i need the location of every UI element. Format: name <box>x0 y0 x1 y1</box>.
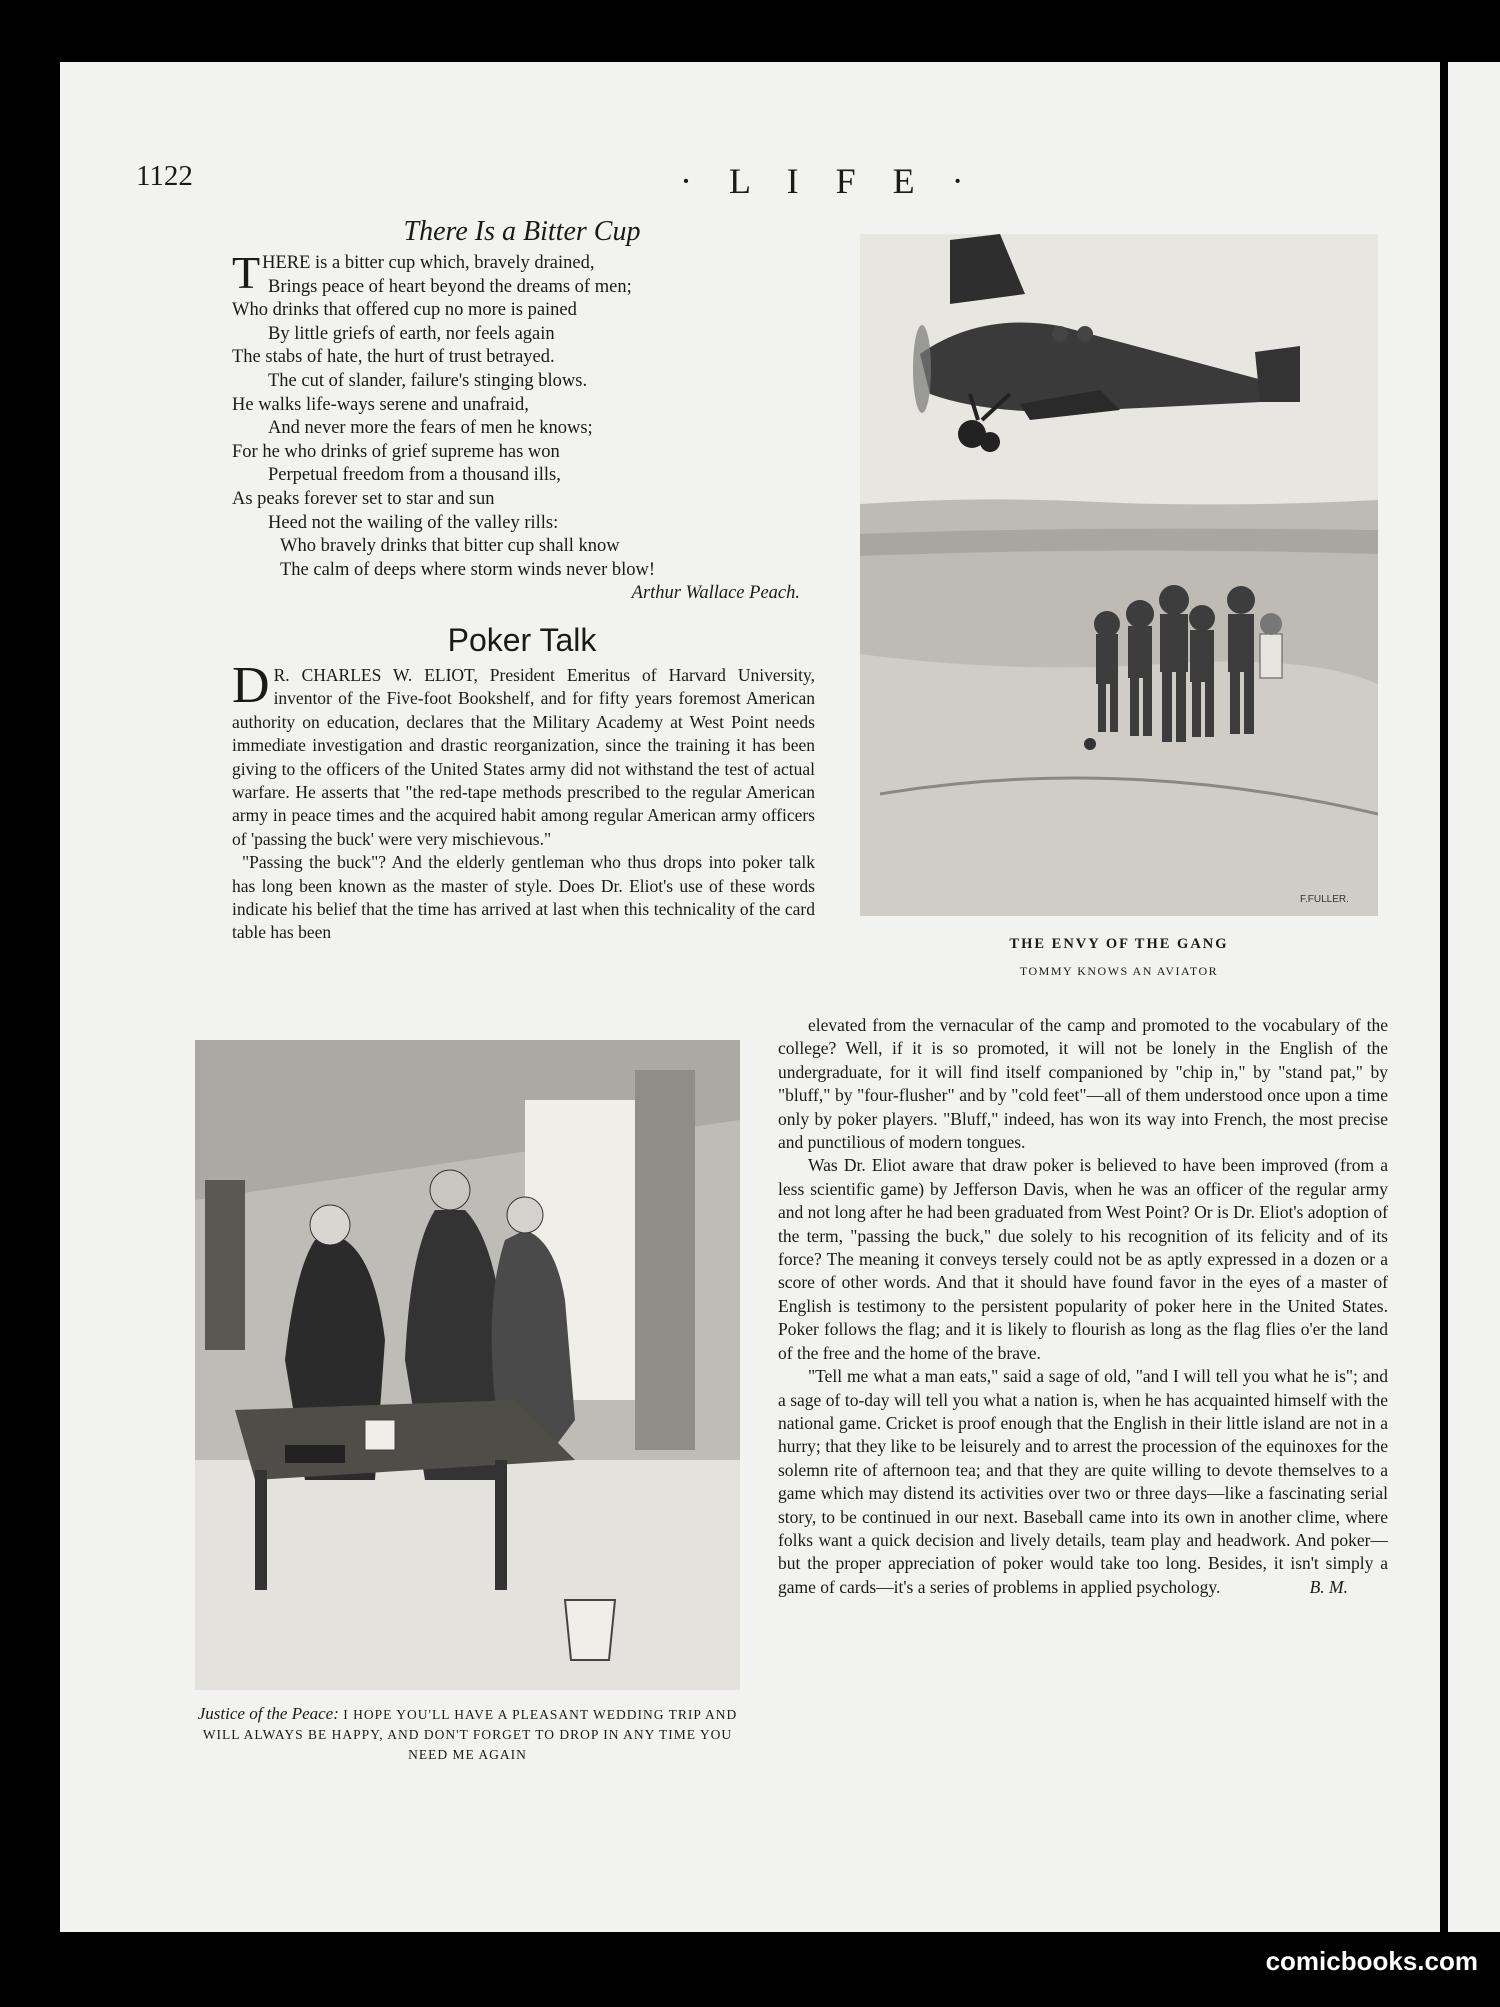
article-paragraph: "Passing the buck"? And the elderly gentleman who thus drops into poker talk has long been known as the master of style. Does Dr. Eliot's use of these words indicate his belief that the time has arrived at last when this technicality of the card table has been <box>232 852 815 943</box>
poem-line: The cut of slander, failure's stinging blows. <box>268 370 588 391</box>
page-number: 1122 <box>136 160 193 192</box>
poem-line: Who drinks that offered cup no more is pained <box>232 300 577 321</box>
masthead: · L I F E · <box>680 161 978 201</box>
poem-line: And never more the fears of men he knows; <box>268 418 593 439</box>
poem-line: HERE is a bitter cup which, bravely drained, <box>262 253 595 273</box>
poem-line: As peaks forever set to star and sun <box>232 488 495 509</box>
poem-dropcap: T <box>232 247 261 298</box>
poem-title: There Is a Bitter Cup <box>403 216 641 247</box>
article-paragraph: "Tell me what a man eats," said a sage of old, "and I will tell you what he is"; and a sage of to-day will tell you what a nation is, when he has acquainted himself with the national game. Cricket is proof enough that the English in their little island are not in a hurry; that they like to be leisurely and to arrest the procession of the equinoxes for the solemn rite of afternoon tea; and that they are quite willing to devote themselves to a game which may distend its activities over two or three days—like a fascinating serial story, to be continued in our next. Baseball came into its own in another clime, where folks want a quick decision and lively details, team play and headwork. And poker—but the proper appreciation of poker would take too long. Besides, it isn't simply a game of cards—it's a series of problems in applied psychology. <box>778 1366 1388 1597</box>
adjacent-page-edge <box>1448 62 1500 1932</box>
caption-speaker: Justice of the Peace: <box>197 1704 339 1723</box>
watermark: comicbooks.com <box>1265 1946 1478 1976</box>
figure-caption-title: THE ENVY OF THE GANG <box>1009 936 1229 952</box>
article-paragraph: R. CHARLES W. ELIOT, President Emeritus of Harvard University, inventor of the Five-foot Bookshelf, and for fifty years foremost American authority on education, declares that the Military Academy at West Point needs immediate investigation and drastic reorganization, since the training it has been giving to the officers of the United States army did not withstand the test of actual warfare. He asserts that "the red-tape methods prescribed to the regular American army in peace times and the acquired habit among regular American army officers of 'passing the buck' were very mischievous." <box>232 665 815 849</box>
figure-caption <box>195 1704 740 1765</box>
article-left-column <box>232 657 815 945</box>
poem <box>232 247 812 606</box>
article-paragraph: Was Dr. Eliot aware that draw poker is believed to have been improved (from a less scientific game) by Jefferson Davis, when he was an officer of the regular army and not long after he had been graduated from West Point? Or is Dr. Eliot's adoption of the term, "passing the buck," due solely to his recognition of its felicity and of its force? The meaning it conveys tersely could not be as aptly expressed in a dozen or a score of other words. And that it should have found favor in the eyes of a master of English is testimony to the persistent popularity of poker here in the United States. Poker follows the flag; and it is likely to flourish as long as the flag flies o'er the land of the free and the home of the brave. <box>778 1155 1388 1363</box>
artist-signature: F.FULLER. <box>1300 894 1349 905</box>
poem-line: Who bravely drinks that bitter cup shall know <box>280 536 620 557</box>
poem-line: Heed not the wailing of the valley rills: <box>268 512 559 533</box>
poem-line: The stabs of hate, the hurt of trust betrayed. <box>232 347 555 368</box>
article-paragraph: elevated from the vernacular of the camp and promoted to the vocabulary of the college? Well, if it is so promoted, it will not be lonely in the English of the undergraduate, for it will find itself companioned by "chip in," by "stand pat," by "bluff," by "four-flusher" and by "cold feet"—all of them understood once upon a time only by poker players. "Bluff," indeed, has won its way into French, the most precise and punctilious of modern tongues. <box>778 1015 1388 1153</box>
aviator-illustration <box>860 234 1378 916</box>
poem-line: The calm of deeps where storm winds never blow! <box>280 559 656 580</box>
poem-line: He walks life-ways serene and unafraid, <box>232 394 529 415</box>
poem-line: By little griefs of earth, nor feels again <box>268 323 555 344</box>
figure-caption-subtitle: TOMMY KNOWS AN AVIATOR <box>1019 964 1219 978</box>
article-signature: B. M. <box>1309 1576 1348 1597</box>
poem-author: Arthur Wallace Peach. <box>631 583 800 604</box>
article-right-column <box>778 1014 1388 1599</box>
justice-illustration <box>195 1040 740 1690</box>
caption-text: I HOPE YOU'LL HAVE A PLEASANT WEDDING TRIP AND WILL ALWAYS BE HAPPY, AND DON'T FORGET TO DROP IN ANY TIME YOU NEED ME AGAIN <box>202 1707 738 1762</box>
poem-line: For he who drinks of grief supreme has won <box>232 441 560 462</box>
article-dropcap: D <box>232 657 270 714</box>
article-title: Poker Talk <box>447 622 597 658</box>
poem-line: Perpetual freedom from a thousand ills, <box>268 465 561 486</box>
poem-line: Brings peace of heart beyond the dreams of men; <box>268 276 632 297</box>
